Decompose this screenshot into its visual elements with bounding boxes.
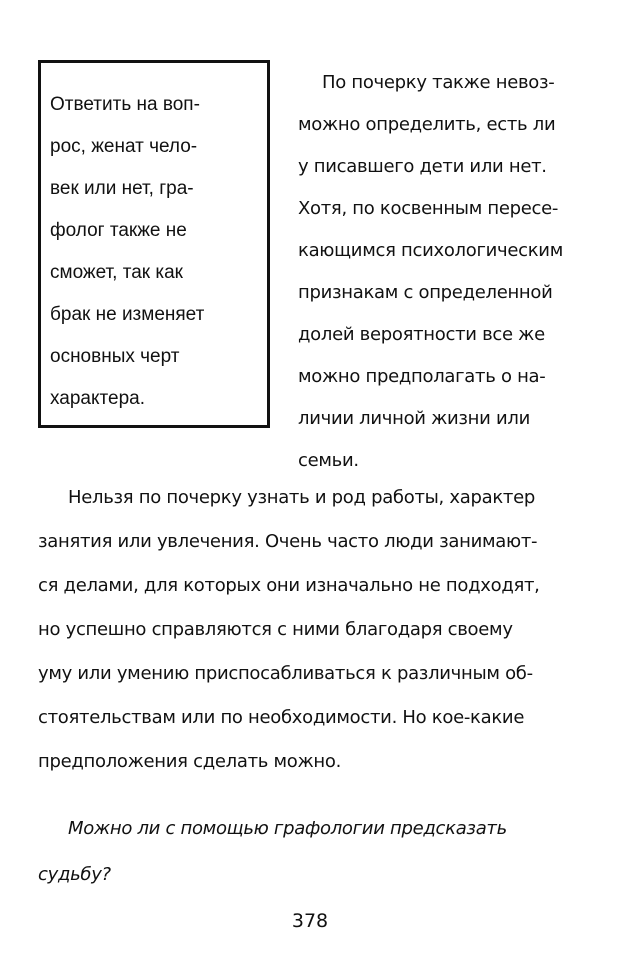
column-line: у писавшего дети или нет. (298, 156, 547, 177)
page-number: 378 (291, 910, 329, 932)
body-paragraph (38, 476, 598, 784)
body-line: предположения сделать можно. (38, 751, 341, 772)
column-paragraph (298, 62, 603, 482)
body-line: уму или умению приспосабливаться к различным об- (38, 663, 533, 684)
body-line: ся делами, для которых они изначально не подходят, (38, 575, 540, 596)
column-line: личии личной жизни или (298, 408, 530, 429)
sidebar-line: основных черт (50, 346, 180, 367)
section-question-heading (38, 806, 598, 898)
column-line: кающимся психологическим (298, 240, 563, 261)
column-line: Хотя, по косвенным пересе- (298, 198, 559, 219)
sidebar-note (50, 84, 260, 420)
body-line: стоятельствам или по необходимости. Но кое-какие (38, 707, 525, 728)
column-line: По почерку также невоз- (322, 72, 555, 93)
question-line: Можно ли с помощью графологии предсказать (68, 818, 507, 839)
sidebar-line: рос, женат чело- (50, 136, 198, 157)
column-line: признакам с определенной (298, 282, 553, 303)
sidebar-line: характера. (50, 388, 145, 409)
sidebar-line: век или нет, гра- (50, 178, 194, 199)
question-line: судьбу? (38, 864, 111, 885)
column-line: можно определить, есть ли (298, 114, 556, 135)
column-line: семьи. (298, 450, 359, 471)
body-line: но успешно справляются с ними благодаря своему (38, 619, 513, 640)
sidebar-line: Ответить на воп- (50, 94, 200, 115)
column-line: долей вероятности все же (298, 324, 545, 345)
sidebar-line: фолог также не (50, 220, 187, 241)
column-line: можно предполагать о на- (298, 366, 546, 387)
sidebar-line: брак не изменяет (50, 304, 205, 325)
body-line: Нельзя по почерку узнать и род работы, характер (68, 487, 535, 508)
body-line: занятия или увлечения. Очень часто люди занимают- (38, 531, 538, 552)
sidebar-line: сможет, так как (50, 262, 183, 283)
